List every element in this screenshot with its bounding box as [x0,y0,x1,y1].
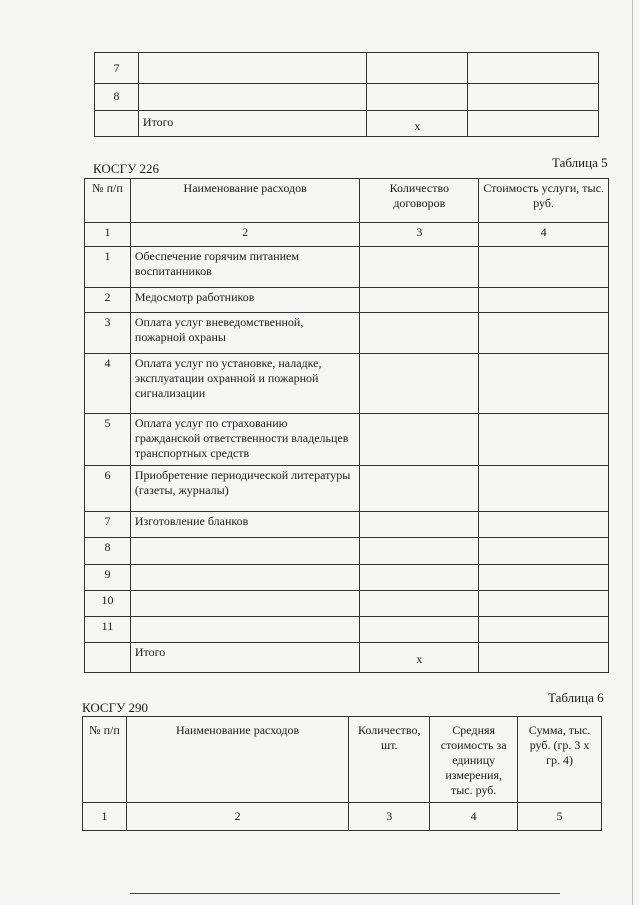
row-name: Оплата услуг по установке, наладке, эксплуатации охранной и пожарной сигнализации [130,354,360,414]
row-number: 2 [85,288,131,313]
total-qty-mark: х [360,643,479,673]
page-edge-line [632,0,633,905]
row-number: 6 [85,466,131,512]
row-cost-cell [479,591,609,617]
row-number: 9 [85,565,131,591]
total-label: Итого [138,111,367,137]
total-row [95,111,599,137]
row-cost-cell [479,288,609,313]
col-number: 5 [518,803,602,831]
header-avg-cost: Средняя стоимость за единицу измерения, тыс. руб. [430,717,518,803]
table-row [95,53,599,84]
row-number: 5 [85,414,131,466]
top-table [94,52,599,137]
row-number: 11 [85,617,131,643]
header-sum: Сумма, тыс. руб. (гр. 3 х гр. 4) [518,717,602,803]
row-name: Оплата услуг вневедомственной, пожарной охраны [130,313,360,354]
table-row [85,591,609,617]
col-number: 4 [479,223,609,247]
table-row [85,466,609,512]
total-num-cell [95,111,139,137]
row-qty-cell [360,617,479,643]
table-row [85,512,609,538]
row-qty-cell [360,565,479,591]
row-name-cell [138,53,367,84]
row-number: 1 [85,247,131,288]
header-qty: Количество договоров [360,179,479,223]
row-number: 7 [85,512,131,538]
header-qty: Количество, шт. [349,717,430,803]
row-qty-cell [367,53,468,84]
row-name [130,538,360,565]
row-qty-cell [360,466,479,512]
row-cost-cell [479,512,609,538]
table-header-row [85,179,609,223]
total-qty-mark: х [367,111,468,137]
row-name-cell [138,84,367,111]
column-number-row [85,223,609,247]
col-number: 3 [349,803,430,831]
header-num: № п/п [85,179,131,223]
row-qty-cell [360,591,479,617]
row-qty-cell [360,512,479,538]
table-row [85,538,609,565]
col-number: 1 [83,803,127,831]
col-number: 1 [85,223,131,247]
row-cost-cell [479,565,609,591]
row-cost-cell [479,538,609,565]
column-number-row [83,803,602,831]
table-row [85,247,609,288]
kosgu-226-label: КОСГУ 226 [93,161,160,176]
header-name: Наименование расходов [130,179,360,223]
row-qty-cell [367,84,468,111]
table-row [85,354,609,414]
col-number: 3 [360,223,479,247]
row-cost-cell [479,313,609,354]
row-cost-cell [468,53,599,84]
total-cost-cell [468,111,599,137]
row-number: 3 [85,313,131,354]
row-cost-cell [479,414,609,466]
row-cost-cell [479,617,609,643]
page-bottom-rule [130,893,560,894]
row-cost-cell [479,466,609,512]
table-row [85,617,609,643]
total-row [85,643,609,673]
row-number: 10 [85,591,131,617]
table-6 [82,716,602,831]
header-num: № п/п [83,717,127,803]
row-name [130,617,360,643]
col-number: 2 [130,223,360,247]
row-cost-cell [468,84,599,111]
row-number: 8 [95,84,139,111]
row-name: Оплата услуг по страхованию гражданской ответственности владельцев транспортных средств [130,414,360,466]
row-name: Приобретение периодической литературы (газеты, журналы) [130,466,360,512]
row-number: 8 [85,538,131,565]
row-qty-cell [360,288,479,313]
row-qty-cell [360,414,479,466]
row-name: Обеспечение горячим питанием воспитанников [130,247,360,288]
kosgu-290-label: КОСГУ 290 [82,700,149,715]
row-qty-cell [360,538,479,565]
table-row [85,565,609,591]
table-row [85,414,609,466]
table-6-label: Таблица 6 [548,690,604,705]
row-name [130,591,360,617]
table-row [95,84,599,111]
total-label: Итого [130,643,360,673]
table-5 [84,178,609,673]
header-cost: Стоимость услуги, тыс. руб. [479,179,609,223]
col-number: 4 [430,803,518,831]
table-row [85,313,609,354]
row-qty-cell [360,247,479,288]
col-number: 2 [126,803,348,831]
table-5-label: Таблица 5 [552,155,608,170]
row-number: 4 [85,354,131,414]
table-row [85,288,609,313]
total-num-cell [85,643,131,673]
row-number: 7 [95,53,139,84]
row-qty-cell [360,354,479,414]
total-cost-cell [479,643,609,673]
row-name: Медосмотр работников [130,288,360,313]
header-name: Наименование расходов [126,717,348,803]
row-cost-cell [479,354,609,414]
row-qty-cell [360,313,479,354]
row-name [130,565,360,591]
row-cost-cell [479,247,609,288]
table-header-row [83,717,602,803]
row-name: Изготовление бланков [130,512,360,538]
